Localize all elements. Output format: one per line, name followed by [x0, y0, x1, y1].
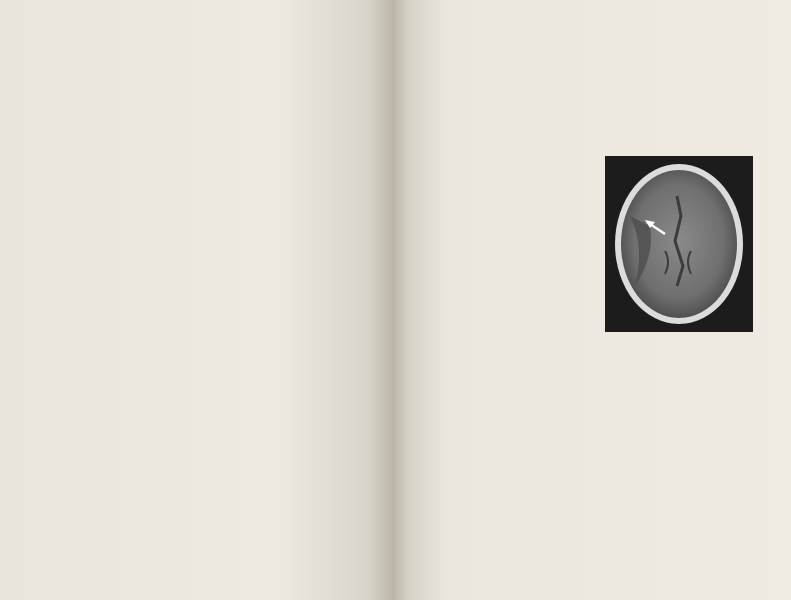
left-page: [0, 0, 392, 600]
right-page: [392, 0, 791, 600]
ct-scan-image: [605, 156, 753, 332]
brain-scan-illustration: [605, 156, 753, 332]
